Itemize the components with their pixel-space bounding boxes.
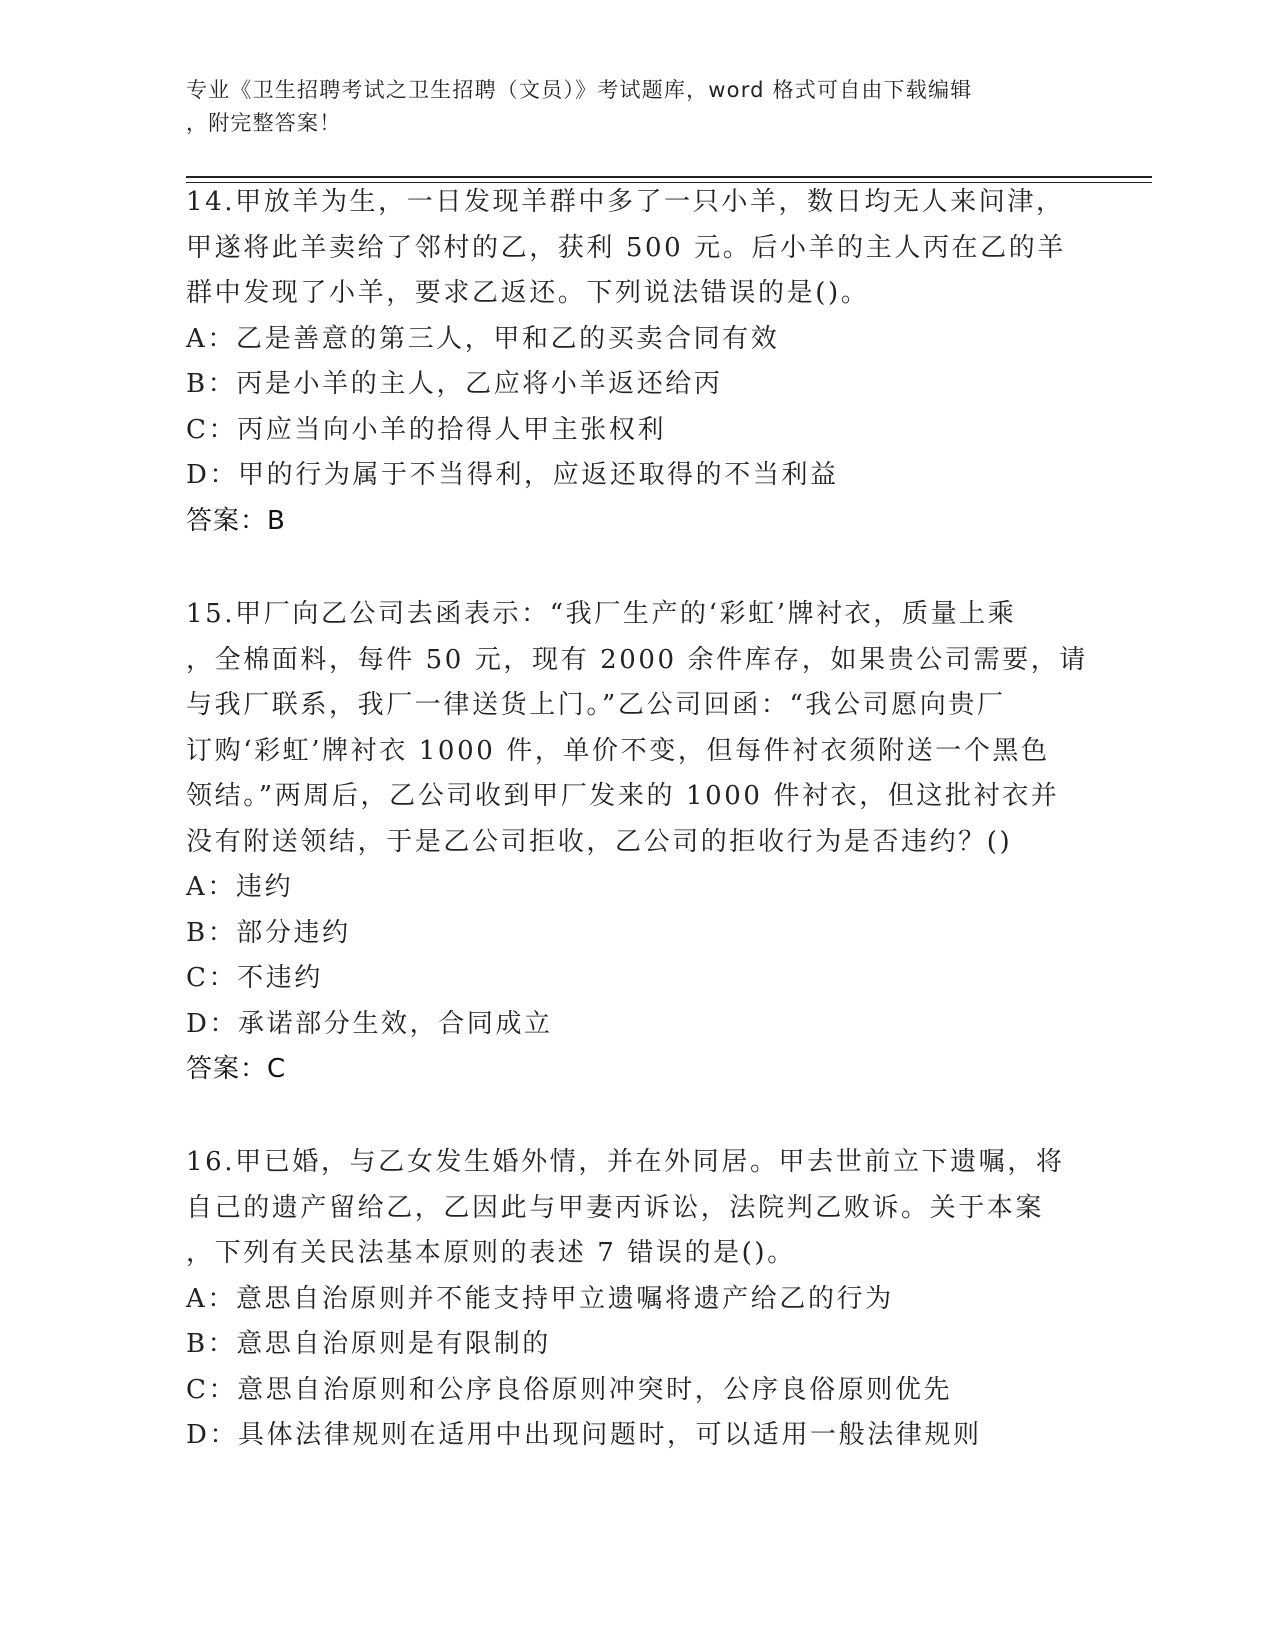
question-text-line: 订购‘彩虹’牌衬衣 1000 件，单价不变，但每件衬衣须附送一个黑色	[186, 735, 1050, 766]
answer-label: 答案：B	[186, 505, 286, 536]
option-b: B：部分违约	[186, 917, 351, 948]
question-text-line: 甲遂将此羊卖给了邻村的乙，获利 500 元。后小羊的主人丙在乙的羊	[186, 232, 1066, 263]
question-text-line: 自己的遗产留给乙，乙因此与甲妻丙诉讼，法院判乙败诉。关于本案	[186, 1192, 1045, 1223]
option-c: C：丙应当向小羊的拾得人甲主张权利	[186, 414, 667, 445]
option-d: D：甲的行为属于不当得利，应返还取得的不当利益	[186, 460, 839, 490]
question-text-line: 群中发现了小羊，要求乙返还。下列说法错误的是()。	[186, 278, 870, 308]
option-b: B：丙是小羊的主人，乙应将小羊返还给丙	[186, 369, 723, 399]
question-text-line: ，全棉面料，每件 50 元，现有 2000 余件库存，如果贵公司需要，请	[186, 644, 1088, 675]
question-14	[186, 180, 1086, 544]
header-line: ，附完整答案！	[186, 111, 342, 135]
option-a: A：意思自治原则并不能支持甲立遗嘱将遗产给乙的行为	[186, 1283, 894, 1314]
question-15	[186, 592, 1086, 1093]
question-text-line: 没有附送领结，于是乙公司拒收，乙公司的拒收行为是否违约？()	[186, 826, 1013, 857]
question-text-line: 15.甲厂向乙公司去函表示：“我厂生产的‘彩虹’牌衬衣，质量上乘	[186, 599, 1017, 629]
question-text-line: 16.甲已婚，与乙女发生婚外情，并在外同居。甲去世前立下遗嘱，将	[186, 1147, 1065, 1177]
option-c: C：不违约	[186, 963, 323, 993]
header-divider-thick	[186, 176, 1152, 178]
question-text-line: 领结。”两周后，乙公司收到甲厂发来的 1000 件衬衣，但这批衬衣并	[186, 781, 1060, 811]
page-header	[186, 74, 1066, 140]
option-c: C：意思自治原则和公序良俗原则冲突时，公序良俗原则优先	[186, 1374, 953, 1405]
option-d: D：承诺部分生效，合同成立	[186, 1008, 553, 1039]
answer-label: 答案：C	[186, 1054, 287, 1084]
question-16	[186, 1140, 1086, 1459]
option-a: A：乙是善意的第三人，甲和乙的买卖合同有效	[186, 323, 780, 354]
question-text-line: 14.甲放羊为生，一日发现羊群中多了一只小羊，数日均无人来问津，	[186, 187, 1065, 217]
option-d: D：具体法律规则在适用中出现问题时，可以适用一般法律规则	[186, 1420, 982, 1450]
option-a: A：违约	[186, 872, 294, 902]
question-text-line: ，下列有关民法基本原则的表述 7 错误的是()。	[186, 1238, 796, 1268]
option-b: B：意思自治原则是有限制的	[186, 1329, 551, 1359]
header-line: 专业《卫生招聘考试之卫生招聘（文员）》考试题库，word 格式可自由下载编辑	[186, 78, 973, 102]
question-text-line: 与我厂联系，我厂一律送货上门。”乙公司回函：“我公司愿向贵厂	[186, 690, 1006, 720]
